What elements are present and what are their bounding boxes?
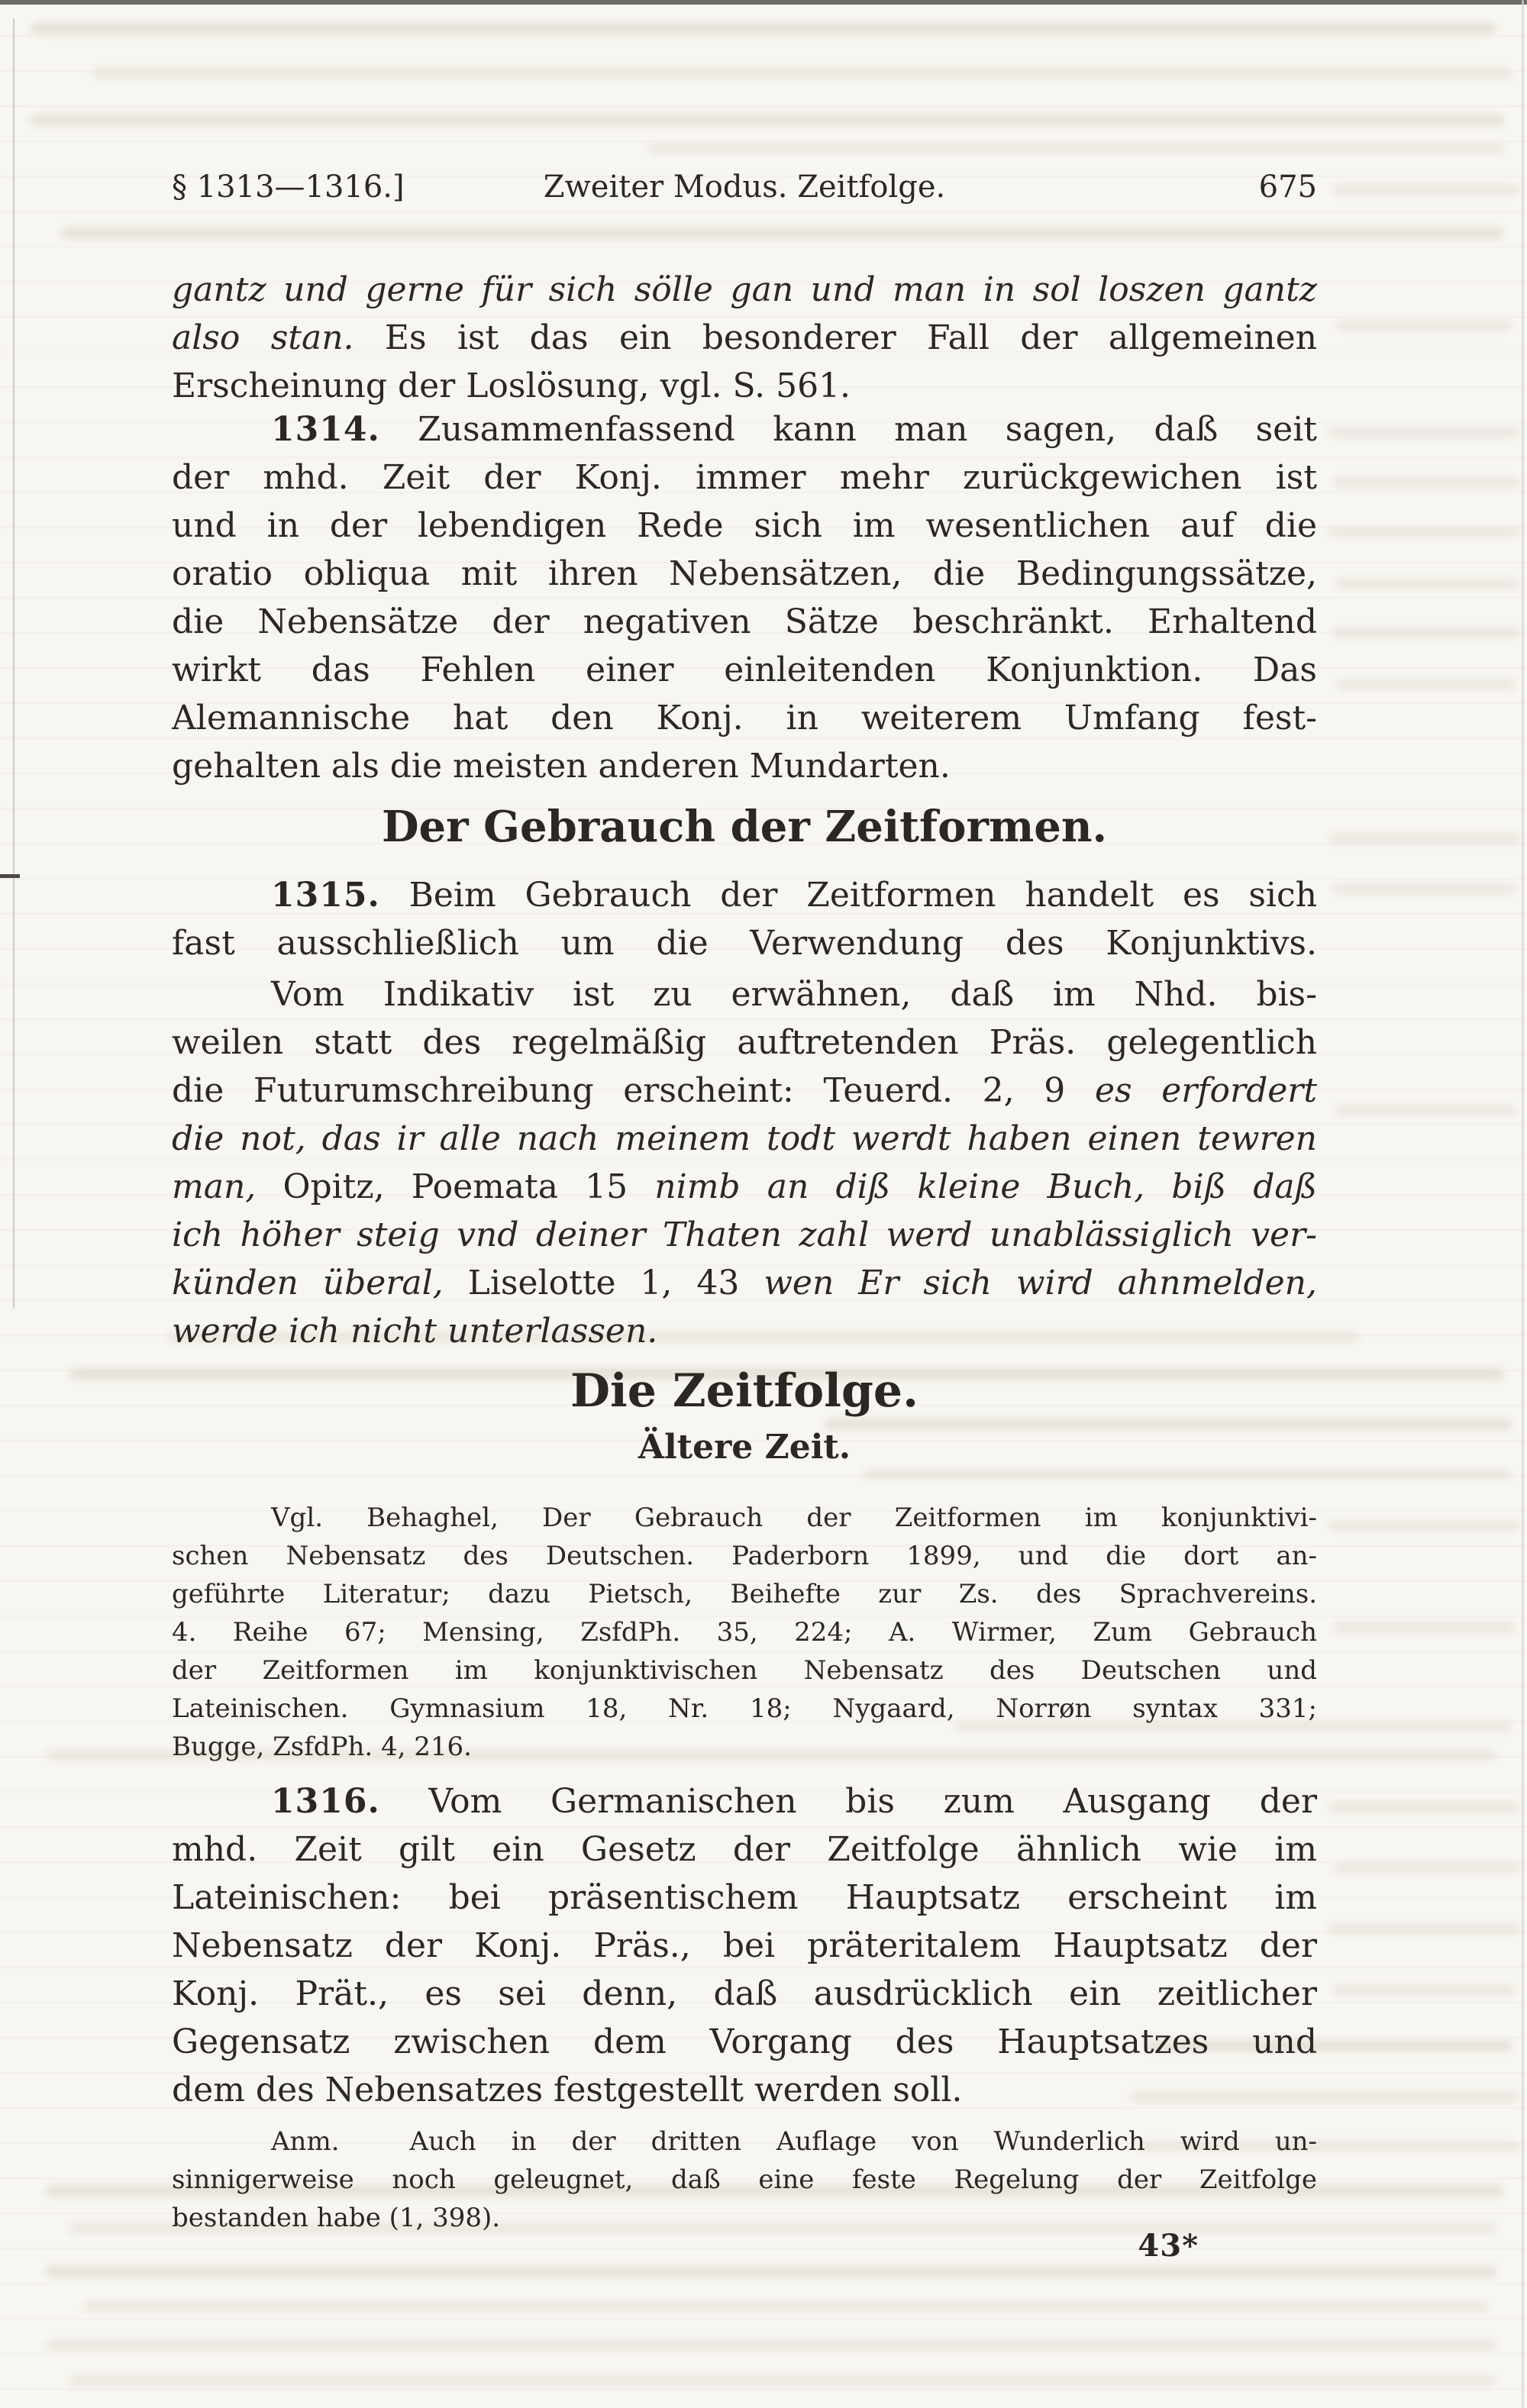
section-number: 1315. <box>271 876 380 915</box>
ghost-line <box>69 2376 1496 2386</box>
ghost-line <box>1332 1863 1519 1873</box>
text-line: geführte Literatur; dazu Pietsch, Beihefte zur Zs. des Sprachvereins. <box>172 1579 1317 1609</box>
text-line <box>172 1163 1317 1211</box>
scan-fold-line-left <box>13 18 15 1309</box>
ghost-line <box>649 144 1504 153</box>
ghost-line <box>1332 185 1519 195</box>
text-line <box>172 1211 1317 1259</box>
anm-label: Anm. <box>271 2126 340 2157</box>
text-line <box>172 266 1317 314</box>
text-line: Konj. Prät., es sei denn, daß ausdrücklich ein zeitlicher <box>172 1974 1317 2013</box>
ghost-line <box>1328 428 1519 437</box>
text-line: Alemannische hat den Konj. in weiterem Umfang fest- <box>172 699 1317 738</box>
text-line: mhd. Zeit gilt ein Gesetz der Zeitfolge ähnlich wie im <box>172 1830 1317 1869</box>
text-line: Gegensatz zwischen dem Vorgang des Hauptsatzes und <box>172 2022 1317 2061</box>
ghost-line <box>1332 884 1516 894</box>
text-line: Nebensatz der Konj. Präs., bei präteritalem Hauptsatz der <box>172 1926 1317 1965</box>
ghost-line <box>31 115 1504 126</box>
quotation-text: werde ich nicht unterlassen. <box>172 1312 658 1351</box>
ghost-line <box>1328 1521 1519 1531</box>
text-line: fast ausschließlich um die Verwendung des Konjunktivs. <box>172 924 1317 963</box>
text-line: Lateinischen. Gymnasium 18, Nr. 18; Nygaard, Norrøn syntax 331; <box>172 1693 1317 1724</box>
quotation-text: man, <box>172 1167 257 1206</box>
text-line <box>172 405 1317 454</box>
quotation-text: gantz und gerne für sich sölle gan und man in sol loszen gantz <box>172 270 1317 309</box>
text-line: bestanden habe (1, 398). <box>172 2203 501 2233</box>
sheet-signature: 43* <box>1138 2228 1199 2264</box>
ghost-line <box>46 2340 1496 2350</box>
ghost-line <box>1335 579 1518 589</box>
ghost-line <box>92 69 1512 79</box>
ghost-line <box>1332 1622 1516 1632</box>
heading-die-zeitfolge: Die Zeitfolge. <box>570 1364 918 1418</box>
ghost-line <box>84 2302 1489 2312</box>
text-line: der Zeitformen im konjunktivischen Nebensatz des Deutschen und <box>172 1655 1317 1686</box>
ghost-line <box>1332 477 1519 487</box>
text-line: wirkt das Fehlen einer einleitenden Konjunktion. Das <box>172 650 1317 689</box>
header-section-range: § 1313—1316.] <box>172 169 405 205</box>
body-text: Auch in der dritten Auflage von Wunderlich wird un- <box>409 2126 1317 2157</box>
text-line <box>172 1067 1317 1115</box>
text-line <box>172 314 1317 362</box>
text-line: 4. Reihe 67; Mensing, ZsfdPh. 35, 224; A. Wirmer, Zum Gebrauch <box>172 1617 1317 1648</box>
text-line: Vom Indikativ ist zu erwähnen, daß im Nhd. bis- <box>271 975 1317 1014</box>
quotation-text: künden überal, <box>172 1264 444 1302</box>
body-text: Beim Gebrauch der Zeitformen handelt es sich <box>408 876 1317 915</box>
body-text: Vom Germanischen bis zum Ausgang der <box>428 1782 1317 1821</box>
heading-aeltere-zeit: Ältere Zeit. <box>638 1428 851 1467</box>
text-line <box>172 1115 1317 1163</box>
ghost-line <box>1336 1106 1516 1115</box>
text-line: sinnigerweise noch geleugnet, daß eine feste Regelung der Zeitfolge <box>172 2164 1317 2195</box>
paragraph-literatur <box>172 1499 1317 1766</box>
quotation-text: die not, das ir alle nach meinem todt werdt haben einen tewren <box>172 1119 1317 1158</box>
text-line: gehalten als die meisten anderen Mundarten. <box>172 747 951 786</box>
body-text: Es ist das ein besonderer Fall der allgemeinen <box>384 318 1317 357</box>
ghost-line <box>1328 527 1519 537</box>
text-line <box>172 1259 1317 1307</box>
text-line: Bugge, ZsfdPh. 4, 216. <box>172 1732 472 1762</box>
ghost-line <box>31 23 1496 34</box>
text-line: der mhd. Zeit der Konj. immer mehr zurückgewichen ist <box>172 458 1317 497</box>
scan-edge-right <box>1522 0 1524 2408</box>
text-line: und in der lebendigen Rede sich im wesentlichen auf die <box>172 506 1317 545</box>
body-text: Zusammenfassend kann man sagen, daß seit <box>418 410 1317 449</box>
text-line <box>172 2122 1317 2161</box>
body-text: Liselotte 1, 43 <box>467 1264 740 1302</box>
paragraph-1315 <box>172 871 1317 967</box>
paragraph-continuation <box>172 266 1317 410</box>
ghost-line <box>863 1470 1512 1480</box>
section-number: 1316. <box>271 1782 380 1821</box>
quotation-text: ich höher steig vnd deiner Thaten zahl werd unablässiglich ver- <box>172 1215 1317 1254</box>
paragraph-indikativ <box>172 970 1317 1355</box>
section-number: 1314. <box>271 410 380 449</box>
text-line: Lateinischen: bei präsentischem Hauptsatz erscheint im <box>172 1878 1317 1917</box>
ghost-line <box>1336 679 1516 689</box>
ghost-line <box>1336 321 1512 331</box>
scan-mark-left <box>0 874 20 878</box>
quotation-text: nimb an diß kleine Buch, biß daß <box>654 1167 1317 1206</box>
body-text: die Futurumschreibung erscheint: Teuerd. 2, 9 <box>172 1071 1066 1110</box>
heading-gebrauch-der-zeitformen: Der Gebrauch der Zeitformen. <box>381 802 1108 852</box>
text-line: Vgl. Behaghel, Der Gebrauch der Zeitformen im konjunktivi- <box>271 1503 1317 1533</box>
text-line: oratio obliqua mit ihren Nebensätzen, die Bedingungssätze, <box>172 554 1317 593</box>
text-line <box>172 1307 1317 1355</box>
quotation-text: es erfordert <box>1094 1071 1317 1110</box>
text-line: die Nebensätze der negativen Sätze beschränkt. Erhaltend <box>172 602 1317 641</box>
paragraph-anmerkung <box>172 2122 1317 2237</box>
ghost-line <box>1328 1924 1519 1934</box>
ghost-line <box>46 2266 1496 2277</box>
quotation-text: also stan. <box>172 318 354 357</box>
ghost-line <box>1332 1985 1516 1995</box>
ghost-line <box>1328 834 1519 844</box>
text-line: Erscheinung der Loslösung, vgl. S. 561. <box>172 366 851 405</box>
ghost-line <box>61 228 1504 239</box>
ghost-line <box>1332 628 1519 638</box>
quotation-text: wen Er sich wird ahnmelden, <box>764 1264 1317 1302</box>
text-line <box>172 1777 1317 1825</box>
page-header <box>172 169 1317 209</box>
text-line: schen Nebensatz des Deutschen. Paderborn 1899, und die dort an- <box>172 1541 1317 1571</box>
ghost-line <box>1328 1802 1519 1812</box>
paragraph-1314 <box>172 405 1317 790</box>
paragraph-1316 <box>172 1777 1317 2114</box>
header-page-number: 675 <box>1258 169 1317 205</box>
text-line: dem des Nebensatzes festgestellt werden soll. <box>172 2071 963 2109</box>
header-running-title: Zweiter Modus. Zeitfolge. <box>543 169 946 205</box>
text-line <box>172 871 1317 919</box>
body-text: Opitz, Poemata 15 <box>282 1167 628 1206</box>
scan-edge-top <box>0 0 1527 5</box>
text-line: weilen statt des regelmäßig auftretenden Präs. gelegentlich <box>172 1023 1317 1062</box>
